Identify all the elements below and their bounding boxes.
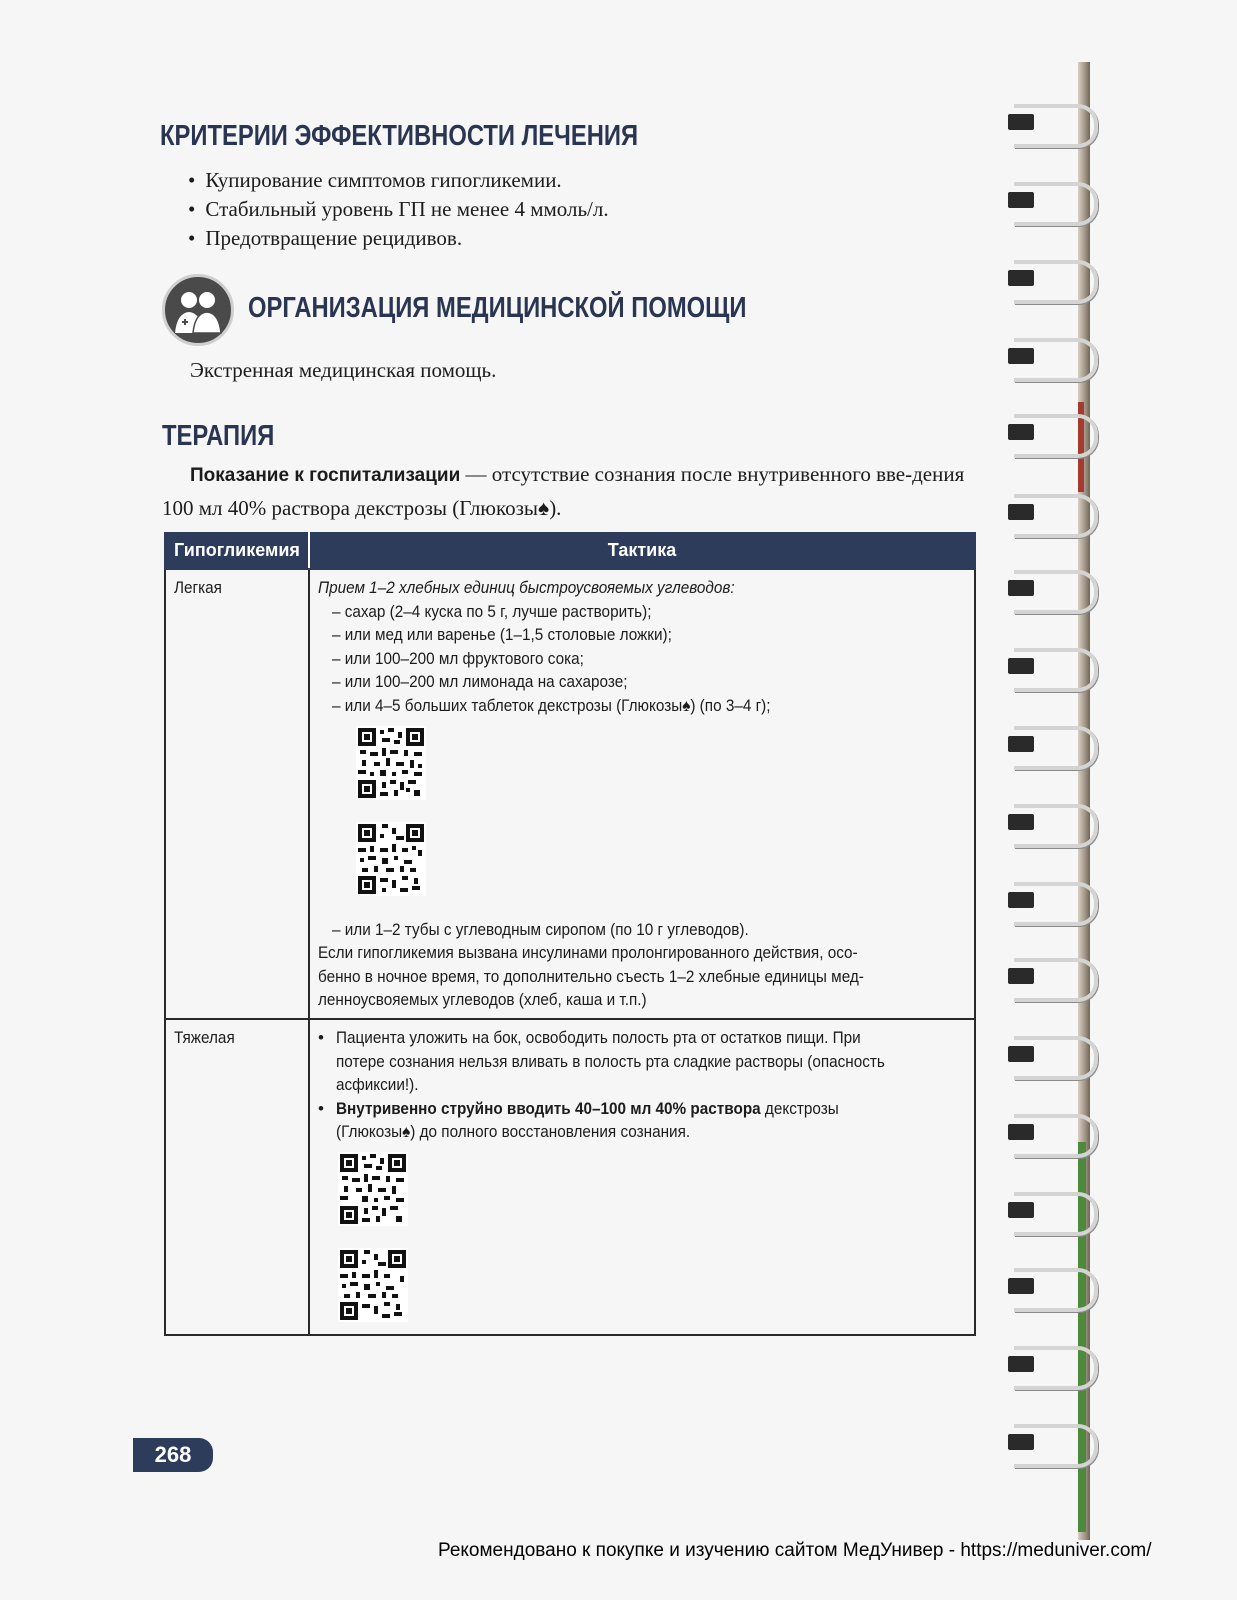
table-row xyxy=(165,569,975,1019)
binding-ring xyxy=(1008,414,1094,454)
severity-mild: Легкая xyxy=(174,578,222,597)
list-item: • Купирование симптомов гипогликемии. xyxy=(188,166,609,195)
binding-ring xyxy=(1008,260,1094,300)
mild-intro: Прием 1–2 хлебных единиц быстроусвояемых углеводов: xyxy=(318,578,735,597)
severity-severe: Тяжелая xyxy=(174,1027,235,1047)
severity-cell xyxy=(165,569,309,1019)
indication-text: — отсутствие сознания после внутривенного вве-дения 100 мл 40% раствора декстрозы (Глюкозы♠). xyxy=(162,462,965,520)
binding-ring xyxy=(1008,1114,1094,1154)
page-number: 268 xyxy=(133,1438,213,1472)
criteria-list xyxy=(188,166,609,253)
indication-label: Показание к госпитализации xyxy=(190,465,461,486)
list-item: – или 100–200 мл лимонада на сахарозе; xyxy=(332,672,628,692)
tactics-cell xyxy=(309,1019,975,1335)
doctors-icon xyxy=(162,274,234,346)
mild-note-line: ленноусвояемых углеводов (хлеб, каша и т.п.) xyxy=(318,990,647,1010)
qr-code xyxy=(356,822,426,896)
severe-bullet-bold: Внутривенно струйно вводить 40–100 мл 40% раствора xyxy=(336,1098,761,1118)
qr-code xyxy=(356,726,426,800)
mild-note-line: бенно в ночное время, то дополнительно съесть 1–2 хлебные единицы мед- xyxy=(318,966,864,986)
list-item: – или мед или варенье (1–1,5 столовые ложки); xyxy=(332,625,672,645)
qr-code xyxy=(338,1152,408,1226)
list-item xyxy=(318,1097,966,1144)
binding-ring xyxy=(1008,1424,1094,1464)
binding-ring xyxy=(1008,1268,1094,1308)
severity-cell xyxy=(165,1019,309,1335)
binding-ring xyxy=(1008,958,1094,998)
binding-ring xyxy=(1008,726,1094,766)
column-header-tactics: Тактика xyxy=(309,533,975,569)
indication-paragraph xyxy=(162,458,972,525)
severe-bullet-line: асфиксии!). xyxy=(336,1075,419,1095)
table-row xyxy=(165,1019,975,1335)
therapy-heading: ТЕРАПИЯ xyxy=(162,420,275,452)
list-item: – сахар (2–4 куска по 5 г, лучше растворить); xyxy=(332,601,652,621)
tactics-table xyxy=(164,532,976,1336)
list-item: – или 4–5 больших таблеток декстрозы (Глюкозы♠) (по 3–4 г); xyxy=(332,695,771,715)
list-item: • Стабильный уровень ГП не менее 4 ммоль/л. xyxy=(188,195,609,224)
binding-ring xyxy=(1008,494,1094,534)
column-header-hypoglycemia: Гипогликемия xyxy=(165,533,309,569)
binding-ring xyxy=(1008,104,1094,144)
binding-ring xyxy=(1008,648,1094,688)
qr-code xyxy=(338,1248,408,1322)
severe-bullet-rest: декстрозы xyxy=(760,1098,839,1118)
list-item: • Предотвращение рецидивов. xyxy=(188,224,609,253)
binding-ring xyxy=(1008,1346,1094,1386)
tactics-cell xyxy=(309,569,975,1019)
binding-ring xyxy=(1008,1192,1094,1232)
list-item xyxy=(318,1026,966,1097)
severe-bullet-line: Пациента уложить на бок, освободить полость рта от остатков пищи. При xyxy=(336,1027,861,1047)
footer-note: Рекомендовано к покупке и изучению сайтом МедУнивер - https://meduniver.com/ xyxy=(438,1540,1152,1561)
binding-ring xyxy=(1008,804,1094,844)
binding-ring xyxy=(1008,182,1094,222)
organization-heading: ОРГАНИЗАЦИЯ МЕДИЦИНСКОЙ ПОМОЩИ xyxy=(248,292,747,324)
binding-ring xyxy=(1008,570,1094,610)
severe-bullet-line: потере сознания нельзя вливать в полость рта сладкие растворы (опасность xyxy=(336,1051,885,1071)
organization-text: Экстренная медицинская помощь. xyxy=(190,358,497,382)
binding-ring xyxy=(1008,338,1094,378)
mild-note-line: Если гипогликемия вызвана инсулинами пролонгированного действия, осо- xyxy=(318,943,858,963)
list-item: – или 100–200 мл фруктового сока; xyxy=(332,648,584,668)
list-item: – или 1–2 тубы с углеводным сиропом (по 10 г углеводов). xyxy=(332,919,749,939)
criteria-heading: КРИТЕРИИ ЭФФЕКТИВНОСТИ ЛЕЧЕНИЯ xyxy=(160,120,639,152)
binding-ring xyxy=(1008,882,1094,922)
binding-ring xyxy=(1008,1036,1094,1076)
severe-bullet-line: (Глюкозы♠) до полного восстановления сознания. xyxy=(336,1122,691,1142)
